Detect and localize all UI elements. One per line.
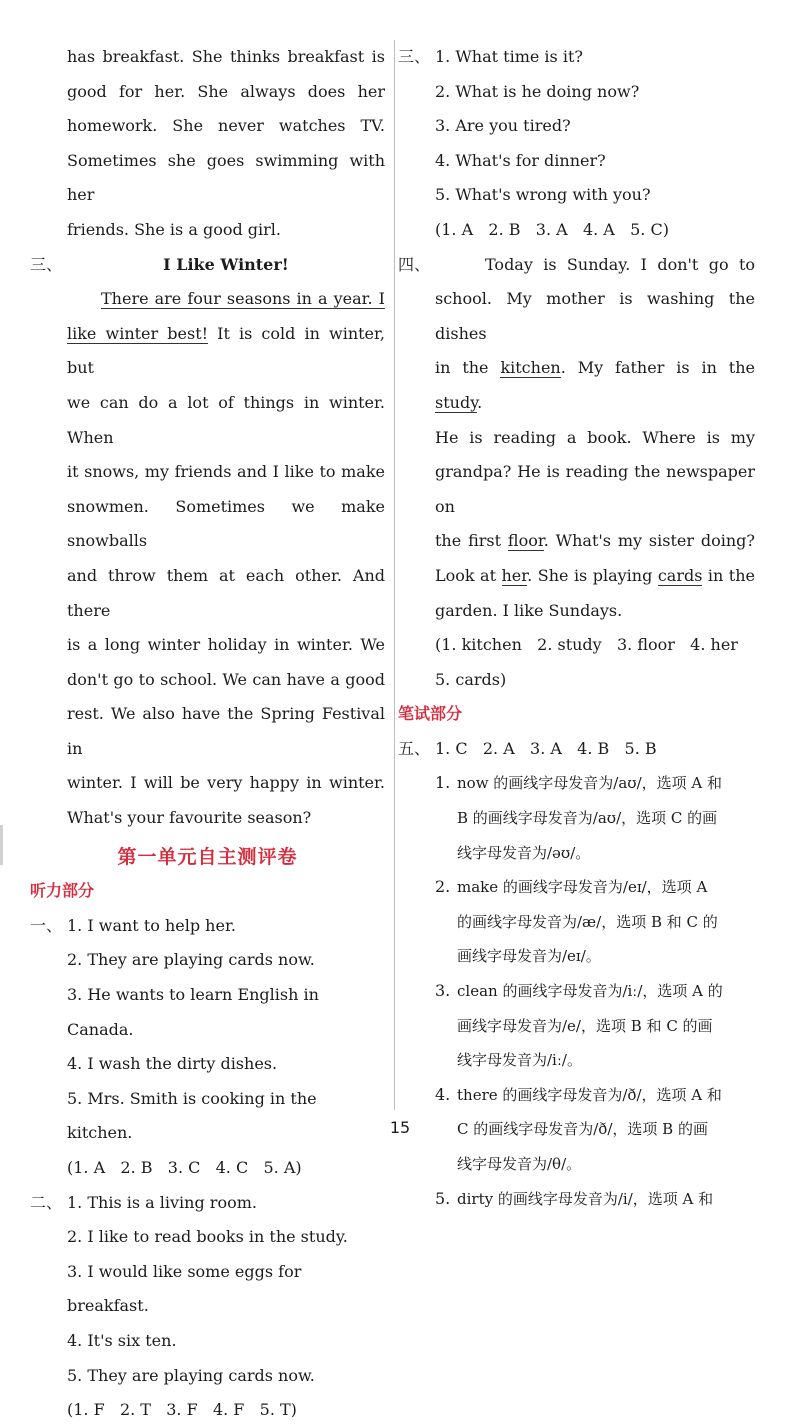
explanation-line: there 的画线字母发音为/ð/，选项 A 和 <box>457 1085 722 1104</box>
answer-key: (1. F 2. T 3. F 4. F 5. T) <box>67 1400 297 1420</box>
item-number: 1. <box>435 773 451 793</box>
explanation-line: 画线字母发音为/eɪ/。 <box>457 947 601 966</box>
plain-text: . She is playing <box>527 565 658 585</box>
scan-edge-mark <box>0 825 3 865</box>
section-5 <box>398 732 755 1216</box>
text-line: is a long winter holiday in winter. We <box>67 635 385 655</box>
list-item: 4. What's for dinner? <box>435 150 606 170</box>
explanation-line: 画线字母发音为/e/，选项 B 和 C 的画 <box>457 1016 713 1035</box>
underlined-text: her <box>501 565 528 585</box>
explanation-line: 的画线字母发音为/æ/，选项 B 和 C 的 <box>457 912 718 931</box>
list-item: 3. He wants to learn English in Canada. <box>67 985 319 1039</box>
text-line: good for her. She always does her <box>67 81 385 101</box>
written-heading: 笔试部分 <box>398 704 463 724</box>
section-1 <box>30 909 385 1186</box>
section-4-first-row <box>398 248 755 283</box>
explanation-line: 线字母发音为/əʊ/。 <box>457 843 591 862</box>
list-item: 1. What time is it? <box>435 47 583 66</box>
answer-key: (1. kitchen 2. study 3. floor 4. her <box>435 635 738 655</box>
text-line: What's your favourite season? <box>67 808 312 828</box>
section-marker: 一、 <box>30 915 63 935</box>
list-item: 1. This is a living room. <box>67 1192 257 1212</box>
left-column <box>30 40 385 1428</box>
text-line: rest. We also have the Spring Festival in <box>67 704 385 758</box>
list-item: 2. I like to read books in the study. <box>67 1227 348 1247</box>
section-marker: 二、 <box>30 1192 63 1212</box>
section-2-first-row <box>30 1186 385 1221</box>
plain-text: . My father is in the <box>560 358 756 378</box>
list-item: 2. They are playing cards now. <box>67 950 315 970</box>
explanation-first-row <box>435 870 755 905</box>
explanation-line: C 的画线字母发音为/ð/，选项 B 的画 <box>457 1120 708 1139</box>
text-line <box>67 282 385 317</box>
explanation-item <box>398 766 755 870</box>
answer-key: (1. A 2. B 3. A 4. A 5. C) <box>435 219 669 239</box>
list-item: 3. Are you tired? <box>435 116 571 136</box>
passage-body <box>398 282 755 697</box>
text-line: Sometimes she goes swimming with her <box>67 150 385 205</box>
answer-key: 5. cards) <box>435 669 507 689</box>
explanation-item <box>398 1182 755 1217</box>
section-marker: 五、 <box>398 738 431 758</box>
underlined-text: kitchen <box>500 358 561 378</box>
text-line: don't go to school. We can have a good <box>67 669 385 689</box>
underlined-text: like winter best! <box>67 323 209 343</box>
item-number: 5. <box>435 1188 451 1208</box>
text-line: and throw them at each other. And there <box>67 565 385 620</box>
section-5-first-row <box>398 732 755 767</box>
list-item: 1. I want to help her. <box>67 915 236 935</box>
explanation-line: dirty 的画线字母发音为/i/，选项 A 和 <box>457 1189 714 1208</box>
text-line: homework. She never watches TV. <box>67 116 385 136</box>
answer-key: 1. C 2. A 3. A 4. B 5. B <box>435 738 657 758</box>
underlined-text: floor <box>507 531 544 551</box>
continued-passage <box>30 40 385 248</box>
section-3-first-row <box>398 40 755 75</box>
answer-key: (1. A 2. B 3. C 4. C 5. A) <box>67 1158 302 1177</box>
page-number: 15 <box>389 1118 411 1137</box>
text-line: snowmen. Sometimes we make snowballs <box>67 496 385 551</box>
list-item: 4. It's six ten. <box>67 1330 177 1350</box>
essay-title: I Like Winter! <box>163 254 289 274</box>
text-line: friends. She is a good girl. <box>67 219 281 239</box>
explanation-line: 线字母发音为/θ/。 <box>457 1155 582 1173</box>
item-number: 2. <box>435 877 451 897</box>
text-line: we can do a lot of things in winter. When <box>67 392 385 447</box>
plain-text: . What's my sister doing? <box>543 531 755 551</box>
item-number: 3. <box>435 981 451 1001</box>
text-line <box>67 317 385 386</box>
text-line: Today is Sunday. I don't go to <box>485 254 755 274</box>
plain-text: in the <box>435 358 501 378</box>
text-line: it snows, my friends and I like to make <box>67 462 385 482</box>
explanation-first-row <box>435 1182 755 1217</box>
section-2 <box>30 1186 385 1428</box>
explanation-item <box>398 870 755 974</box>
plain-text: in the <box>702 565 755 585</box>
explanation-line: B 的画线字母发音为/aʊ/，选项 C 的画 <box>457 809 718 828</box>
list-item: 5. They are playing cards now. <box>67 1365 315 1385</box>
listening-heading: 听力部分 <box>30 881 95 901</box>
text-line: winter. I will be very happy in winter. <box>67 773 385 793</box>
underlined-text: There are four seasons in a year. I <box>101 289 385 309</box>
explanation-line: clean 的画线字母发音为/iː/，选项 A 的 <box>457 982 723 1001</box>
underlined-text: cards <box>657 565 703 585</box>
list-item: 2. What is he doing now? <box>435 81 640 101</box>
list-item: 5. Mrs. Smith is cooking in the kitchen. <box>67 1088 317 1143</box>
plain-text: Look at <box>435 565 502 585</box>
section-3 <box>398 40 755 248</box>
explanation-first-row <box>435 766 755 801</box>
text-line <box>435 559 755 594</box>
section-marker: 三、 <box>398 47 431 66</box>
plain-text: It is cold in winter, but <box>67 323 385 378</box>
essay-body <box>30 282 385 836</box>
essay-title-row <box>30 248 385 283</box>
column-divider <box>394 40 395 1110</box>
explanation-line: 线字母发音为/iː/。 <box>457 1051 582 1070</box>
text-line: grandpa? He is reading the newspaper on <box>435 462 755 516</box>
text-line: has breakfast. She thinks breakfast is <box>67 47 385 66</box>
text-line <box>435 524 755 559</box>
list-item: 3. I would like some eggs for breakfast. <box>67 1261 302 1316</box>
text-line: garden. I like Sundays. <box>435 600 623 620</box>
plain-text: the first <box>435 531 508 551</box>
section-4 <box>398 248 755 698</box>
section-marker: 三、 <box>30 254 63 274</box>
explanation-item <box>398 974 755 1078</box>
plain-text: . <box>477 392 483 412</box>
text-line: He is reading a book. Where is my <box>435 427 755 447</box>
unit-title: 第一单元自主测评卷 <box>117 845 298 868</box>
explanation-line: now 的画线字母发音为/aʊ/，选项 A 和 <box>457 774 723 793</box>
explanation-first-row <box>435 1078 755 1113</box>
item-number: 4. <box>435 1084 451 1104</box>
explanation-first-row <box>435 974 755 1009</box>
explanation-line: make 的画线字母发音为/eɪ/，选项 A <box>457 878 708 897</box>
right-column <box>398 40 755 1216</box>
list-item: 4. I wash the dirty dishes. <box>67 1054 278 1074</box>
list-item: 5. What's wrong with you? <box>435 185 651 205</box>
section-marker: 四、 <box>398 254 431 274</box>
underlined-text: study <box>435 392 478 412</box>
section-1-first-row <box>30 909 385 944</box>
text-line <box>435 351 755 420</box>
text-line: school. My mother is washing the dishes <box>435 289 755 343</box>
